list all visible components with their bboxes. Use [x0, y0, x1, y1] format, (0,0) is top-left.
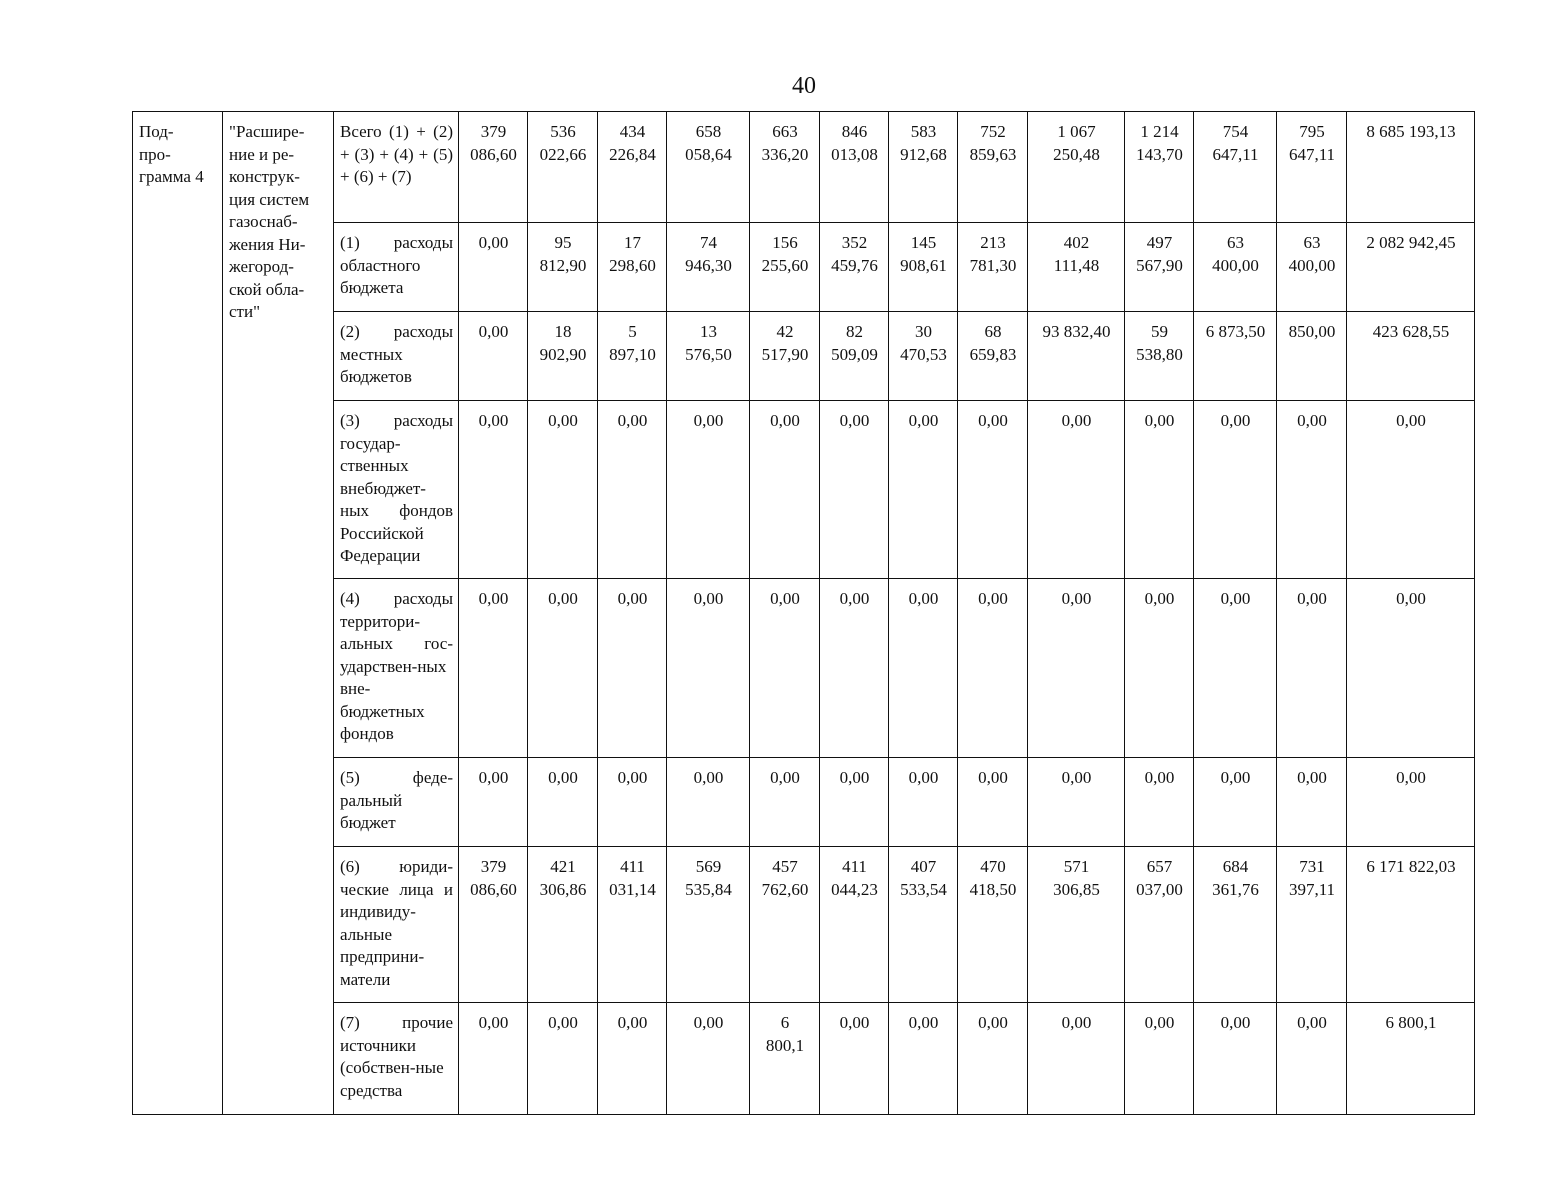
- value-cell: 0,00: [459, 401, 528, 579]
- value-cell: 583 912,68: [889, 112, 958, 223]
- row-label-cell: [334, 847, 459, 1003]
- value-cell: 0,00: [1194, 579, 1277, 758]
- value-cell: 0,00: [598, 401, 667, 579]
- value-cell: 569 535,84: [667, 847, 750, 1003]
- row-label: (1) расходы областного бюджета: [340, 233, 453, 297]
- value-cell: 0,00: [528, 1003, 598, 1115]
- total-cell: 2 082 942,45: [1347, 223, 1475, 312]
- row-label-cell: [334, 112, 459, 223]
- value-cell: 0,00: [889, 579, 958, 758]
- value-cell: 6 800,1: [750, 1003, 820, 1115]
- table-row: [133, 312, 1475, 401]
- value-cell: 0,00: [958, 1003, 1028, 1115]
- value-cell: 95 812,90: [528, 223, 598, 312]
- row-label: (2) расходы местных бюджетов: [340, 322, 453, 386]
- table-row: [133, 401, 1475, 579]
- value-cell: 684 361,76: [1194, 847, 1277, 1003]
- value-cell: 42 517,90: [750, 312, 820, 401]
- value-cell: 0,00: [750, 758, 820, 847]
- budget-table: [132, 111, 1475, 1115]
- subprogram-title: "Расшире- ние и ре- конструк- ция систем газоснаб- жения Ни- жегород- ской обла- сти": [229, 122, 310, 321]
- value-cell: 59 538,80: [1125, 312, 1194, 401]
- value-cell: 0,00: [459, 758, 528, 847]
- value-cell: 407 533,54: [889, 847, 958, 1003]
- table-row: [133, 1003, 1475, 1115]
- value-cell: 0,00: [667, 579, 750, 758]
- subprogram-code-label: Под- про- грамма 4: [139, 122, 204, 186]
- value-cell: 0,00: [459, 579, 528, 758]
- value-cell: 411 031,14: [598, 847, 667, 1003]
- value-cell: 0,00: [889, 401, 958, 579]
- value-cell: 0,00: [598, 579, 667, 758]
- value-cell: 82 509,09: [820, 312, 889, 401]
- value-cell: 0,00: [750, 401, 820, 579]
- value-cell: 0,00: [667, 758, 750, 847]
- value-cell: 0,00: [598, 1003, 667, 1115]
- value-cell: 0,00: [820, 758, 889, 847]
- row-label-cell: [334, 223, 459, 312]
- value-cell: 0,00: [459, 223, 528, 312]
- value-cell: 1 214 143,70: [1125, 112, 1194, 223]
- value-cell: 5 897,10: [598, 312, 667, 401]
- value-cell: 30 470,53: [889, 312, 958, 401]
- value-cell: 0,00: [958, 401, 1028, 579]
- value-cell: 0,00: [1028, 1003, 1125, 1115]
- value-cell: 0,00: [1194, 401, 1277, 579]
- value-cell: 0,00: [1125, 401, 1194, 579]
- value-cell: 402 111,48: [1028, 223, 1125, 312]
- page-number: 40: [792, 73, 816, 99]
- table-row: [133, 579, 1475, 758]
- value-cell: 145 908,61: [889, 223, 958, 312]
- value-cell: 470 418,50: [958, 847, 1028, 1003]
- value-cell: 658 058,64: [667, 112, 750, 223]
- value-cell: 571 306,85: [1028, 847, 1125, 1003]
- value-cell: 0,00: [889, 1003, 958, 1115]
- value-cell: 379 086,60: [459, 112, 528, 223]
- total-cell: 0,00: [1347, 758, 1475, 847]
- value-cell: 213 781,30: [958, 223, 1028, 312]
- value-cell: 63 400,00: [1194, 223, 1277, 312]
- value-cell: 1 067 250,48: [1028, 112, 1125, 223]
- row-label: (7) прочие источники (собствен-ные средства: [340, 1013, 453, 1100]
- value-cell: 0,00: [820, 1003, 889, 1115]
- value-cell: 17 298,60: [598, 223, 667, 312]
- value-cell: 0,00: [1277, 401, 1347, 579]
- value-cell: 0,00: [1125, 579, 1194, 758]
- value-cell: 0,00: [1194, 758, 1277, 847]
- table-row: [133, 112, 1475, 223]
- table-body: [133, 112, 1475, 1115]
- value-cell: 0,00: [1028, 579, 1125, 758]
- row-label: (6) юриди-ческие лица и индивиду-альные предприни-матели: [340, 857, 453, 989]
- value-cell: 74 946,30: [667, 223, 750, 312]
- value-cell: 6 873,50: [1194, 312, 1277, 401]
- value-cell: 352 459,76: [820, 223, 889, 312]
- row-label-cell: [334, 401, 459, 579]
- row-label: Всего (1) + (2) + (3) + (4) + (5) + (6) + (7): [340, 122, 453, 186]
- total-cell: 6 171 822,03: [1347, 847, 1475, 1003]
- total-cell: 0,00: [1347, 401, 1475, 579]
- value-cell: 0,00: [598, 758, 667, 847]
- value-cell: 731 397,11: [1277, 847, 1347, 1003]
- row-label-cell: [334, 758, 459, 847]
- value-cell: 457 762,60: [750, 847, 820, 1003]
- value-cell: 0,00: [1194, 1003, 1277, 1115]
- value-cell: 0,00: [958, 579, 1028, 758]
- value-cell: 0,00: [1277, 1003, 1347, 1115]
- value-cell: 63 400,00: [1277, 223, 1347, 312]
- subprogram-code-cell: [133, 112, 223, 1115]
- row-label-cell: [334, 1003, 459, 1115]
- value-cell: 0,00: [958, 758, 1028, 847]
- value-cell: 663 336,20: [750, 112, 820, 223]
- value-cell: 850,00: [1277, 312, 1347, 401]
- value-cell: 754 647,11: [1194, 112, 1277, 223]
- total-cell: 6 800,1: [1347, 1003, 1475, 1115]
- row-label: (4) расходы территори-альных гос-ударствен-ных вне-бюджетных фондов: [340, 589, 453, 743]
- value-cell: 156 255,60: [750, 223, 820, 312]
- value-cell: 13 576,50: [667, 312, 750, 401]
- value-cell: 0,00: [889, 758, 958, 847]
- value-cell: 0,00: [528, 579, 598, 758]
- value-cell: 0,00: [1277, 758, 1347, 847]
- subprogram-title-cell: [223, 112, 334, 1115]
- value-cell: 93 832,40: [1028, 312, 1125, 401]
- table-row: [133, 758, 1475, 847]
- value-cell: 0,00: [1277, 579, 1347, 758]
- value-cell: 421 306,86: [528, 847, 598, 1003]
- value-cell: 18 902,90: [528, 312, 598, 401]
- value-cell: 379 086,60: [459, 847, 528, 1003]
- value-cell: 0,00: [459, 1003, 528, 1115]
- value-cell: 657 037,00: [1125, 847, 1194, 1003]
- value-cell: 752 859,63: [958, 112, 1028, 223]
- value-cell: 0,00: [820, 579, 889, 758]
- row-label: (5) феде-ральный бюджет: [340, 768, 453, 832]
- value-cell: 536 022,66: [528, 112, 598, 223]
- row-label-cell: [334, 579, 459, 758]
- value-cell: 0,00: [459, 312, 528, 401]
- row-label-cell: [334, 312, 459, 401]
- value-cell: 497 567,90: [1125, 223, 1194, 312]
- value-cell: 68 659,83: [958, 312, 1028, 401]
- value-cell: 0,00: [1028, 758, 1125, 847]
- value-cell: 0,00: [820, 401, 889, 579]
- table-row: [133, 223, 1475, 312]
- value-cell: 0,00: [528, 401, 598, 579]
- value-cell: 0,00: [667, 1003, 750, 1115]
- value-cell: 0,00: [667, 401, 750, 579]
- total-cell: 0,00: [1347, 579, 1475, 758]
- total-cell: 8 685 193,13: [1347, 112, 1475, 223]
- value-cell: 0,00: [1028, 401, 1125, 579]
- value-cell: 795 647,11: [1277, 112, 1347, 223]
- value-cell: 434 226,84: [598, 112, 667, 223]
- value-cell: 846 013,08: [820, 112, 889, 223]
- row-label: (3) расходы государ-ственных внебюджет-ных фондов Российской Федерации: [340, 411, 453, 565]
- value-cell: 0,00: [750, 579, 820, 758]
- value-cell: 0,00: [528, 758, 598, 847]
- value-cell: 0,00: [1125, 758, 1194, 847]
- value-cell: 0,00: [1125, 1003, 1194, 1115]
- total-cell: 423 628,55: [1347, 312, 1475, 401]
- table-row: [133, 847, 1475, 1003]
- value-cell: 411 044,23: [820, 847, 889, 1003]
